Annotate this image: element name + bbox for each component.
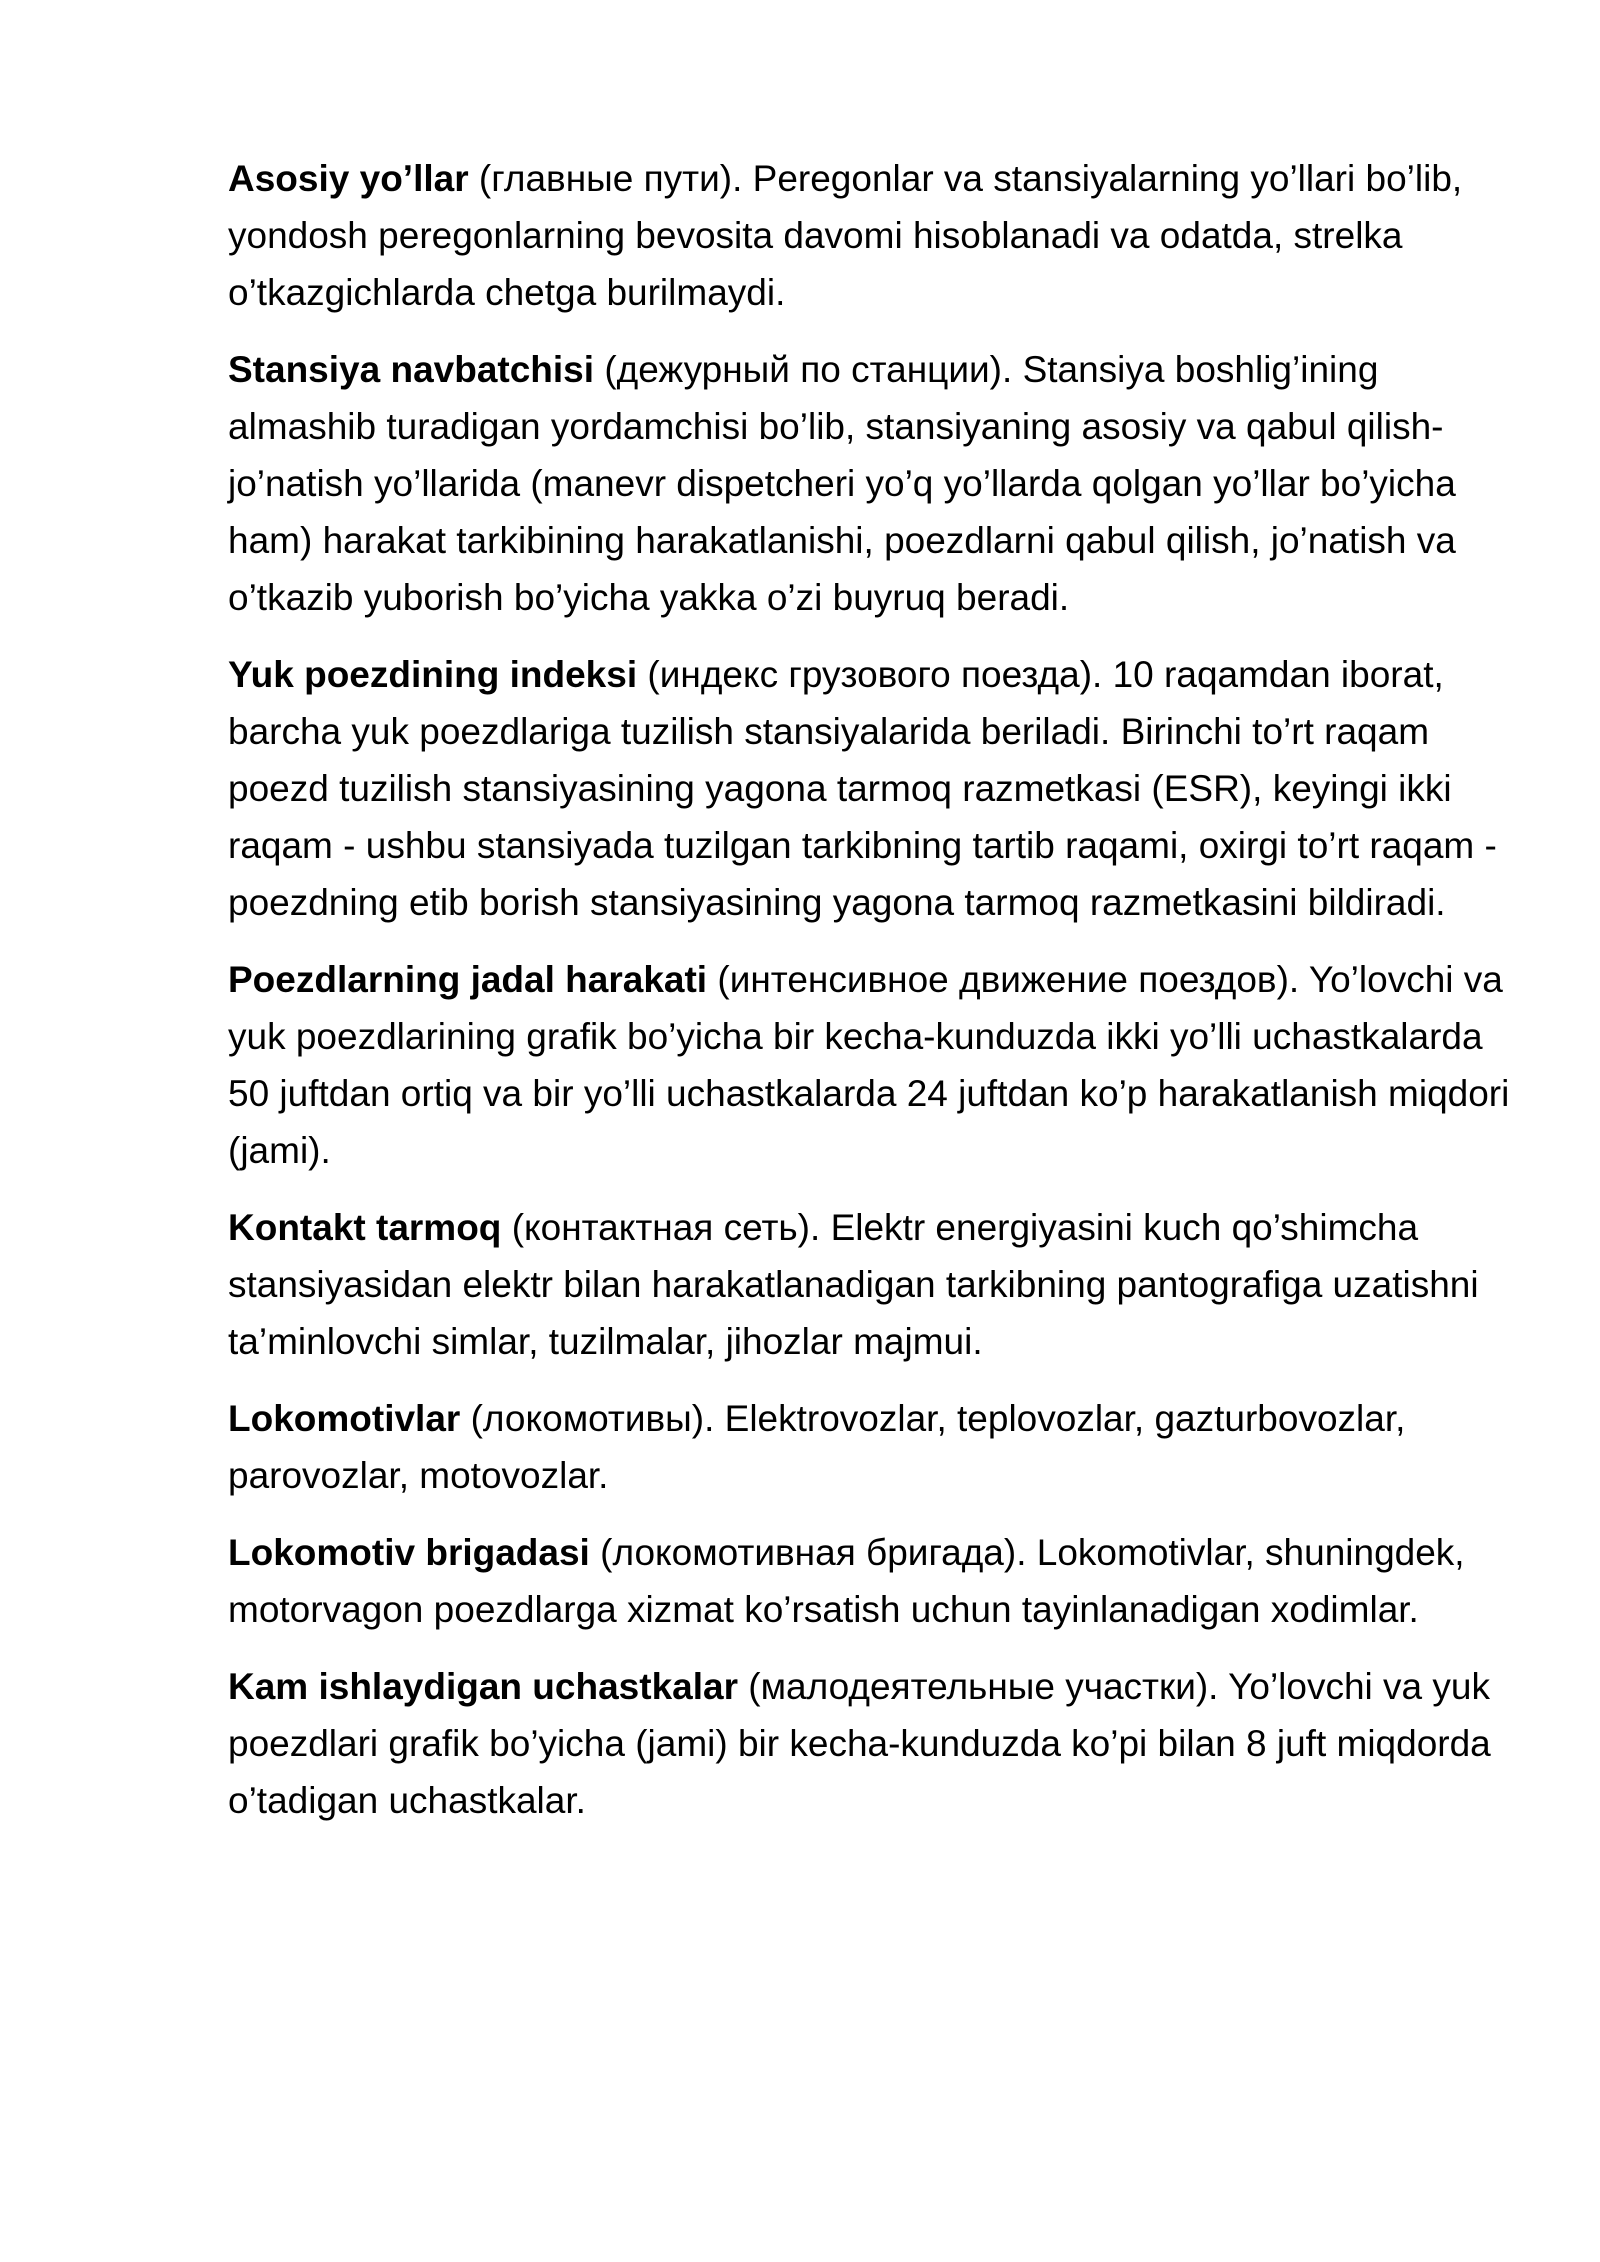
entry-translation: (контактная сеть). bbox=[511, 1207, 821, 1248]
entry-definition: Peregonlar va stansiyalarning yo’llari bo’lib, yondosh peregonlarning bevosita davomi hisoblanadi va odatda, strelka o’tkazgichlarda chetga burilmaydi. bbox=[228, 158, 1463, 313]
entry-term: Poezdlarning jadal harakati bbox=[228, 959, 708, 1000]
glossary-entry-lokomotivlar bbox=[228, 1390, 1528, 1504]
entry-definition: Yo’lovchi va yuk poezdlarining grafik bo’yicha bir kecha-kunduzda ikki yo’lli uchastkalarda 50 juftdan ortiq va bir yo’lli uchastkalarda 24 juftdan ko’p harakatlanish miqdori (jami). bbox=[228, 959, 1510, 1171]
glossary-entry-yuk-poezdining-indeksi bbox=[228, 646, 1528, 931]
entry-definition: Stansiya boshlig’ining almashib turadigan yordamchisi bo’lib, stansiyaning asosiy va qabul qilish-jo’natish yo’llarida (manevr dispetcheri yo’q yo’llarda qolgan yo’llar bo’yicha ham) harakat tarkibining harakatlanishi, poezdlarni qabul qilish, jo’natish va o’tkazib yuborish bo’yicha yakka o’zi buyruq beradi. bbox=[228, 349, 1456, 618]
entry-term: Stansiya navbatchisi bbox=[228, 349, 595, 390]
entry-term: Asosiy yo’llar bbox=[228, 158, 469, 199]
glossary-entry-stansiya-navbatchisi bbox=[228, 341, 1528, 626]
entry-term: Kam ishlaydigan uchastkalar bbox=[228, 1666, 738, 1707]
entry-translation: (малодеятельные участки). bbox=[748, 1666, 1219, 1707]
entry-translation: (локомотивы). bbox=[470, 1398, 715, 1439]
glossary-entry-poezdlarning-jadal-harakati bbox=[228, 951, 1528, 1179]
entry-term: Lokomotivlar bbox=[228, 1398, 461, 1439]
glossary-entry-asosiy-yollar bbox=[228, 150, 1528, 321]
glossary-entry-kam-ishlaydigan-uchastkalar bbox=[228, 1658, 1528, 1829]
entry-translation: (интенсивное движение поездов). bbox=[717, 959, 1300, 1000]
glossary-entry-lokomotiv-brigadasi bbox=[228, 1524, 1528, 1638]
entry-term: Lokomotiv brigadasi bbox=[228, 1532, 590, 1573]
entry-definition: Yo’lovchi va yuk poezdlari grafik bo’yicha (jami) bir kecha-kunduzda ko’pi bilan 8 juft miqdorda o’tadigan uchastkalar. bbox=[228, 1666, 1491, 1821]
entry-term: Yuk poezdining indeksi bbox=[228, 654, 638, 695]
entry-term: Kontakt tarmoq bbox=[228, 1207, 502, 1248]
entry-definition: Elektrovozlar, teplovozlar, gazturbovozlar, parovozlar, motovozlar. bbox=[228, 1398, 1406, 1496]
entry-translation: (локомотивная бригада). bbox=[600, 1532, 1027, 1573]
entry-translation: (дежурный по станции). bbox=[604, 349, 1013, 390]
glossary-entry-kontakt-tarmoq bbox=[228, 1199, 1528, 1370]
document-page bbox=[228, 150, 1528, 1849]
entry-translation: (главные пути). bbox=[478, 158, 743, 199]
entry-translation: (индекс грузового поезда). bbox=[647, 654, 1103, 695]
entry-definition: 10 raqamdan iborat, barcha yuk poezdlariga tuzilish stansiyalarida beriladi. Birinchi to’rt raqam poezd tuzilish stansiyasining yagona tarmoq razmetkasi (ESR), keyingi ikki raqam - ushbu stansiyada tuzilgan tarkibning tartib raqami, oxirgi to’rt raqam - poezdning etib borish stansiyasining yagona tarmoq razmetkasini bildiradi. bbox=[228, 654, 1497, 923]
entry-definition: Lokomotivlar, shuningdek, motorvagon poezdlarga xizmat ko’rsatish uchun tayinlanadigan xodimlar. bbox=[228, 1532, 1465, 1630]
entry-definition: Elektr energiyasini kuch qo’shimcha stansiyasidan elektr bilan harakatlanadigan tarkibning pantografiga uzatishni ta’minlovchi simlar, tuzilmalar, jihozlar majmui. bbox=[228, 1207, 1479, 1362]
